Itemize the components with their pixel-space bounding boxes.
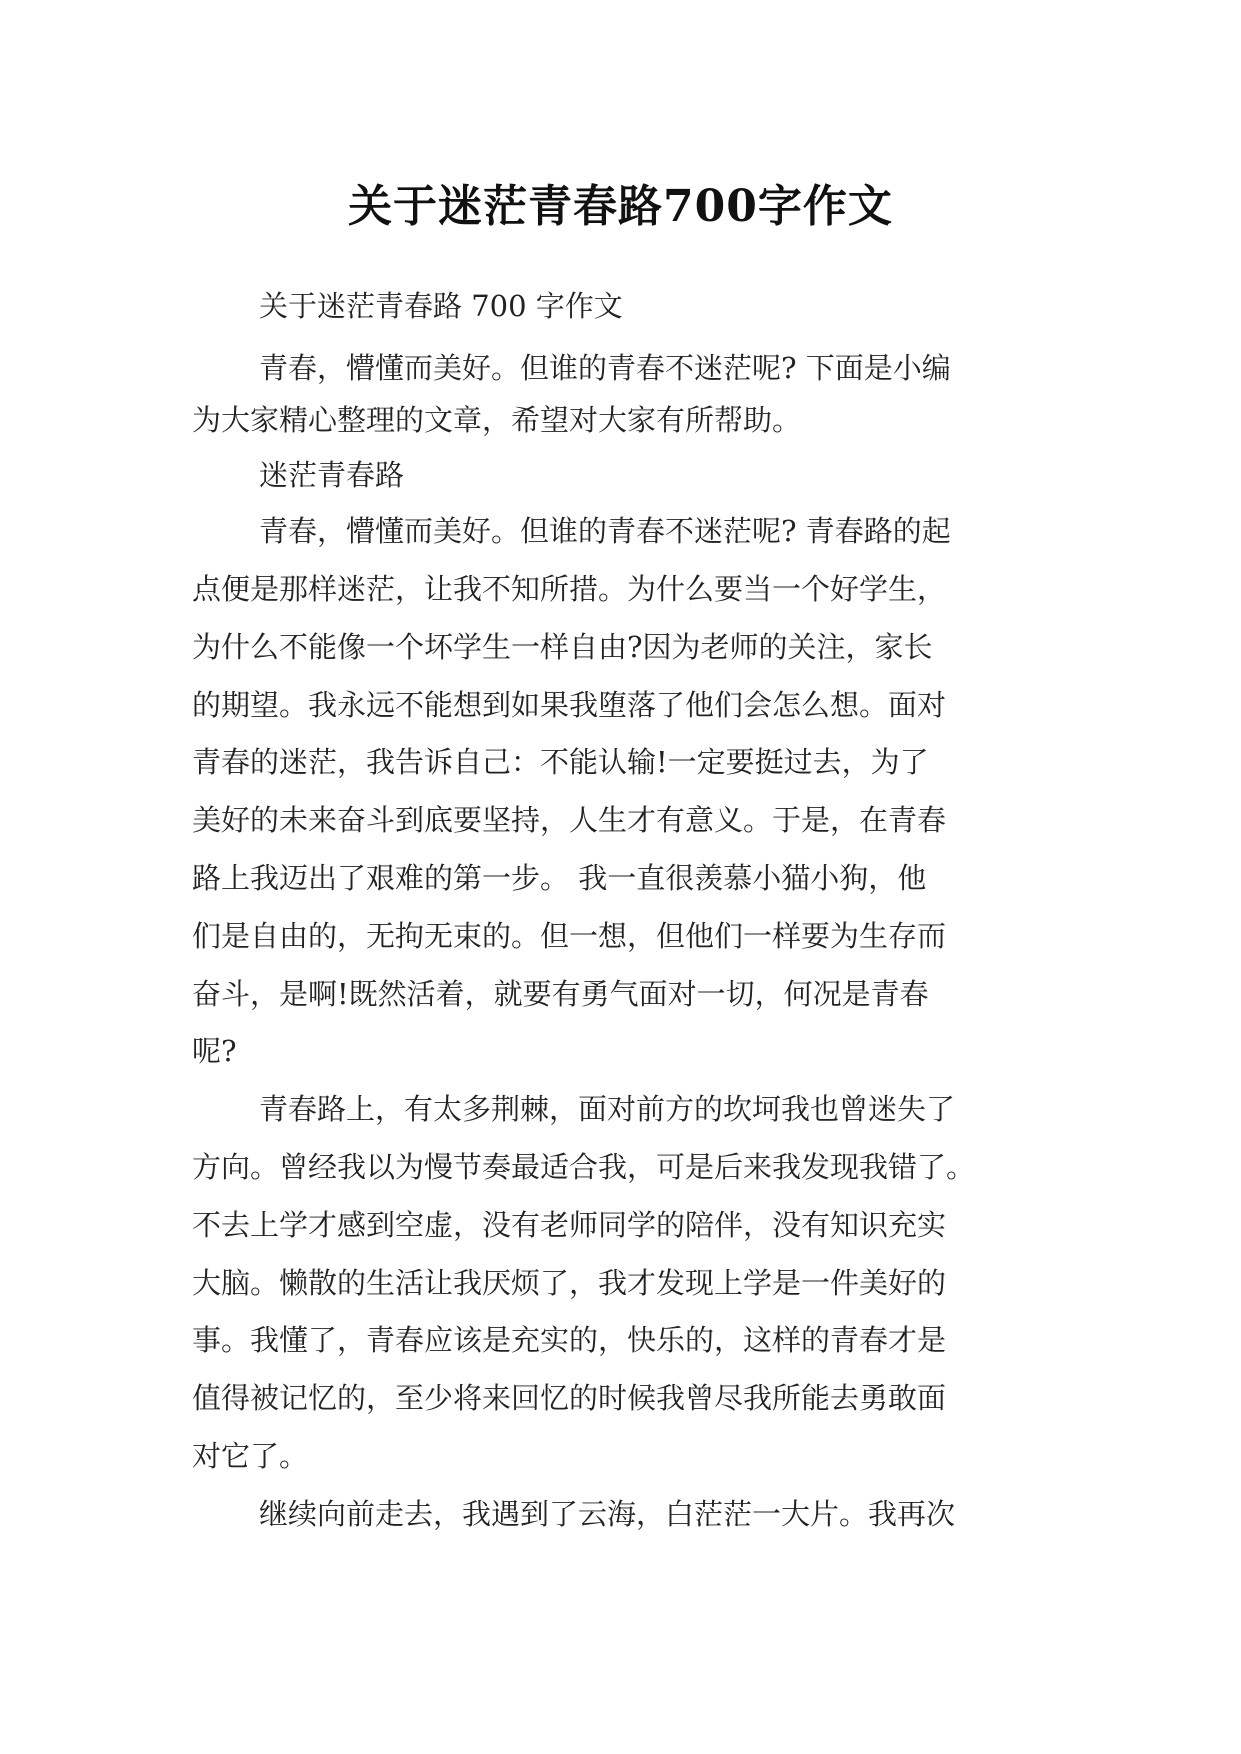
document-title: 关于迷茫青春路700字作文 xyxy=(348,181,893,233)
paragraph-line: 美好的未来奋斗到底要坚持，人生才有意义。于是，在青春 xyxy=(192,803,947,837)
paragraph-line: 不去上学才感到空虚，没有老师同学的陪伴，没有知识充实 xyxy=(192,1208,947,1242)
paragraph-line: 事。我懂了，青春应该是充实的，快乐的，这样的青春才是 xyxy=(192,1323,947,1357)
paragraph-line: 路上我迈出了艰难的第一步。 我一直很羡慕小猫小狗，他 xyxy=(192,861,927,895)
paragraph-line: 呢? xyxy=(192,1034,237,1068)
paragraph-line: 青春的迷茫，我告诉自己：不能认输!一定要挺过去，为了 xyxy=(192,745,929,779)
paragraph-line: 的期望。我永远不能想到如果我堕落了他们会怎么想。面对 xyxy=(192,688,947,722)
paragraph-line: 点便是那样迷茫，让我不知所措。为什么要当一个好学生， xyxy=(192,572,947,606)
paragraph-line: 方向。曾经我以为慢节奏最适合我，可是后来我发现我错了。 xyxy=(192,1150,976,1184)
paragraph-line: 青春，懵懂而美好。但谁的青春不迷茫呢? 下面是小编 xyxy=(259,351,951,385)
paragraph-line: 奋斗，是啊!既然活着，就要有勇气面对一切，何况是青春 xyxy=(192,977,929,1011)
paragraph-line: 继续向前走去，我遇到了云海，白茫茫一大片。我再次 xyxy=(259,1497,956,1531)
paragraph-line: 们是自由的，无拘无束的。但一想，但他们一样要为生存而 xyxy=(192,919,947,953)
paragraph-line: 值得被记忆的，至少将来回忆的时候我曾尽我所能去勇敢面 xyxy=(192,1381,947,1415)
section-heading: 迷茫青春路 xyxy=(259,458,405,492)
paragraph-line: 大脑。懒散的生活让我厌烦了，我才发现上学是一件美好的 xyxy=(192,1266,947,1300)
paragraph-line: 对它了。 xyxy=(192,1439,309,1473)
paragraph-line: 为大家精心整理的文章，希望对大家有所帮助。 xyxy=(192,403,802,437)
paragraph-line: 为什么不能像一个坏学生一样自由?因为老师的关注，家长 xyxy=(192,630,933,664)
paragraph-line: 青春路上，有太多荆棘，面对前方的坎坷我也曾迷失了 xyxy=(259,1092,956,1126)
subtitle-line: 关于迷茫青春路 700 字作文 xyxy=(259,289,623,323)
paragraph-line: 青春，懵懂而美好。但谁的青春不迷茫呢? 青春路的起 xyxy=(259,514,951,548)
